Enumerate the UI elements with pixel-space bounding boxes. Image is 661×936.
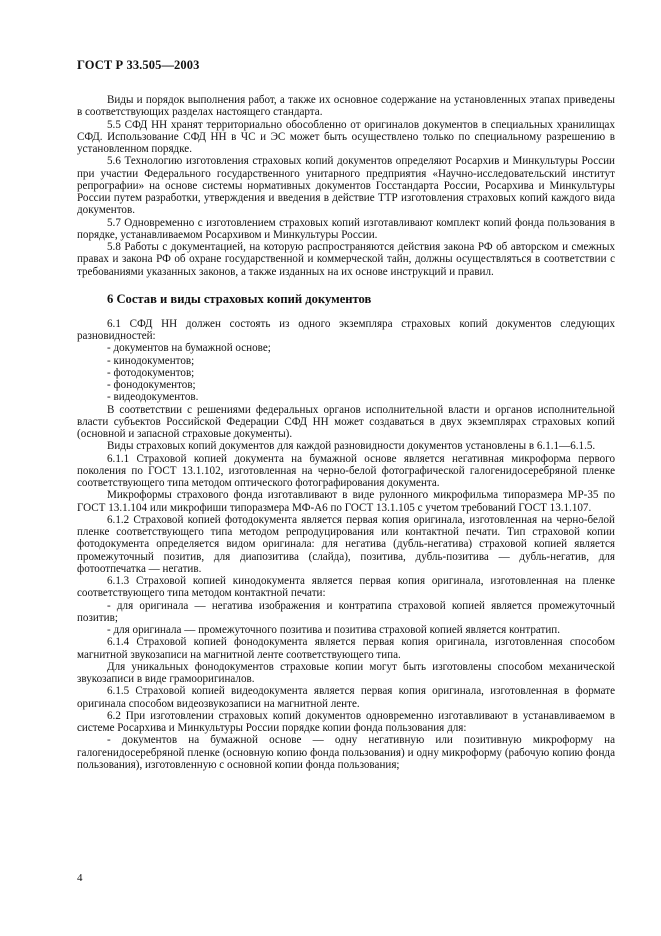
section-title: 6 Состав и виды страховых копий документов [107,291,372,306]
paragraph: 6.1.3 Страховой копией кинодокумента является первая копия оригинала, изготовленная на пленке соответствующего типа методом контактной печати: [77,575,615,600]
list-item: - документов на бумажной основе — одну негативную или позитивную микроформу на галогенидосеребряной пленке (основную копию фонда пользования) и одну микроформу (рабочую копию фонда пользования), изготовленную с основной копии фонда пользования; [77,734,615,771]
paragraph: Для уникальных фонодокументов страховые копии могут быть изготовлены способом механической звукозаписи в виде грамооригиналов. [77,660,615,685]
list-item: - кинодокументов; [107,354,195,367]
clause-5-6: 5.6 Технологию изготовления страховых копий документов определяют Росархив и Минкультуры России при участии Федерального государственного унитарного предприятия «Научно-исследовательский институт репрографии» на основе системы нормативных документов Госстандарта России, Росархива и Минкультуры России путем разработки, утверждения и введения в действие ТТР изготовления страховых копий каждого вида документов. [77,155,615,217]
list-item: - для оригинала — промежуточного позитива и позитива страховой копией является контратип. [107,624,561,636]
clause-5-7: 5.7 Одновременно с изготовлением страховых копий изготавливают комплект копий фонда пользования в порядке, устанавливаемом Росархивом и Минкультуры России. [77,216,615,241]
clause-5-8: 5.8 Работы с документацией, на которую распространяются действия закона РФ об авторском и смежных правах и закона РФ об охране государственной и коммерческой тайн, должны осуществляться в соответствии с требованиями указанных законов, а также изданных на их основе инструкций и правил. [77,241,615,278]
page-body [77,94,615,771]
paragraph: 6.1.4 Страховой копией фонодокумента является первая копия оригинала, изготовленная способом магнитной звукозаписи на магнитной ленте соответствующего типа. [77,636,615,661]
paragraph: 6.1.5 Страховой копией видеодокумента является первая копия оригинала, изготовленная в формате оригинала способом видеозвукозаписи на магнитной ленте. [77,685,615,710]
list-item: - фонодокументов; [107,379,196,391]
list-item: - для оригинала — негатива изображения и контратипа страховой копией является промежуточный позитив; [77,599,615,624]
page-number: 4 [77,872,83,884]
standard-header: ГОСТ Р 33.505—2003 [77,58,200,72]
paragraph: 6.1.2 Страховой копией фотодокумента является первая копия оригинала, изготовленная на черно-белой пленке соответствующего типа методом репродуцирования или контактной печати. Тип страховой копии фотодокумента определяется видом оригинала: для негатива (дубль-негатива) страховой копией является промежуточный позитив, для диапозитива (слайда), позитива, дубль-позитива — дубль-негатив, для фотоотпечатка — негатив. [77,513,615,575]
paragraph: 6.1 СФД НН должен состоять из одного экземпляра страховых копий документов следующих разновидностей: [77,317,615,342]
intro-paragraph: Виды и порядок выполнения работ, а также их основное содержание на установленных этапах приведены в соответствующих разделах настоящего стандарта. [77,94,615,119]
list-item: - видеодокументов. [107,391,199,404]
paragraph: Виды страховых копий документов для каждой разновидности документов установлены в 6.1.1—6.1.5. [107,440,596,453]
paragraph: 6.2 При изготовлении страховых копий документов одновременно изготавливают в устанавливаемом в системе Росархива и Минкультуры России порядке копии фонда пользования для: [77,709,615,734]
list-item: - фотодокументов; [107,366,195,379]
paragraph: 6.1.1 Страховой копией документа на бумажной основе является негативная микроформа первого поколения по ГОСТ 13.1.102, изготовленная на черно-белой фотографической галогенидосеребряной пленке соответствующего типа методом оптического фотографирования документа. [77,452,615,489]
paragraph: В соответствии с решениями федеральных органов исполнительной власти и органов исполнительной власти субъектов Российской Федерации СФД НН может создаваться в двух экземплярах страховых копий (основной и запасной страховые документы). [77,403,615,440]
list-item: - документов на бумажной основе; [107,342,271,355]
paragraph: Микроформы страхового фонда изготавливают в виде рулонного микрофильма типоразмера МР-35 по ГОСТ 13.1.104 или микрофиши типоразмера МФ-А6 по ГОСТ 13.1.105 с учетом требований ГОСТ 13.1.107. [77,489,615,514]
section-body [77,318,615,771]
clause-5-5: 5.5 СФД НН хранят территориально обособленно от оригиналов документов в специальных хранилищах СФД. Использование СФД НН в ЧС и ЭС может быть осуществлено только по специальному разрешению в установленном порядке. [77,118,615,155]
